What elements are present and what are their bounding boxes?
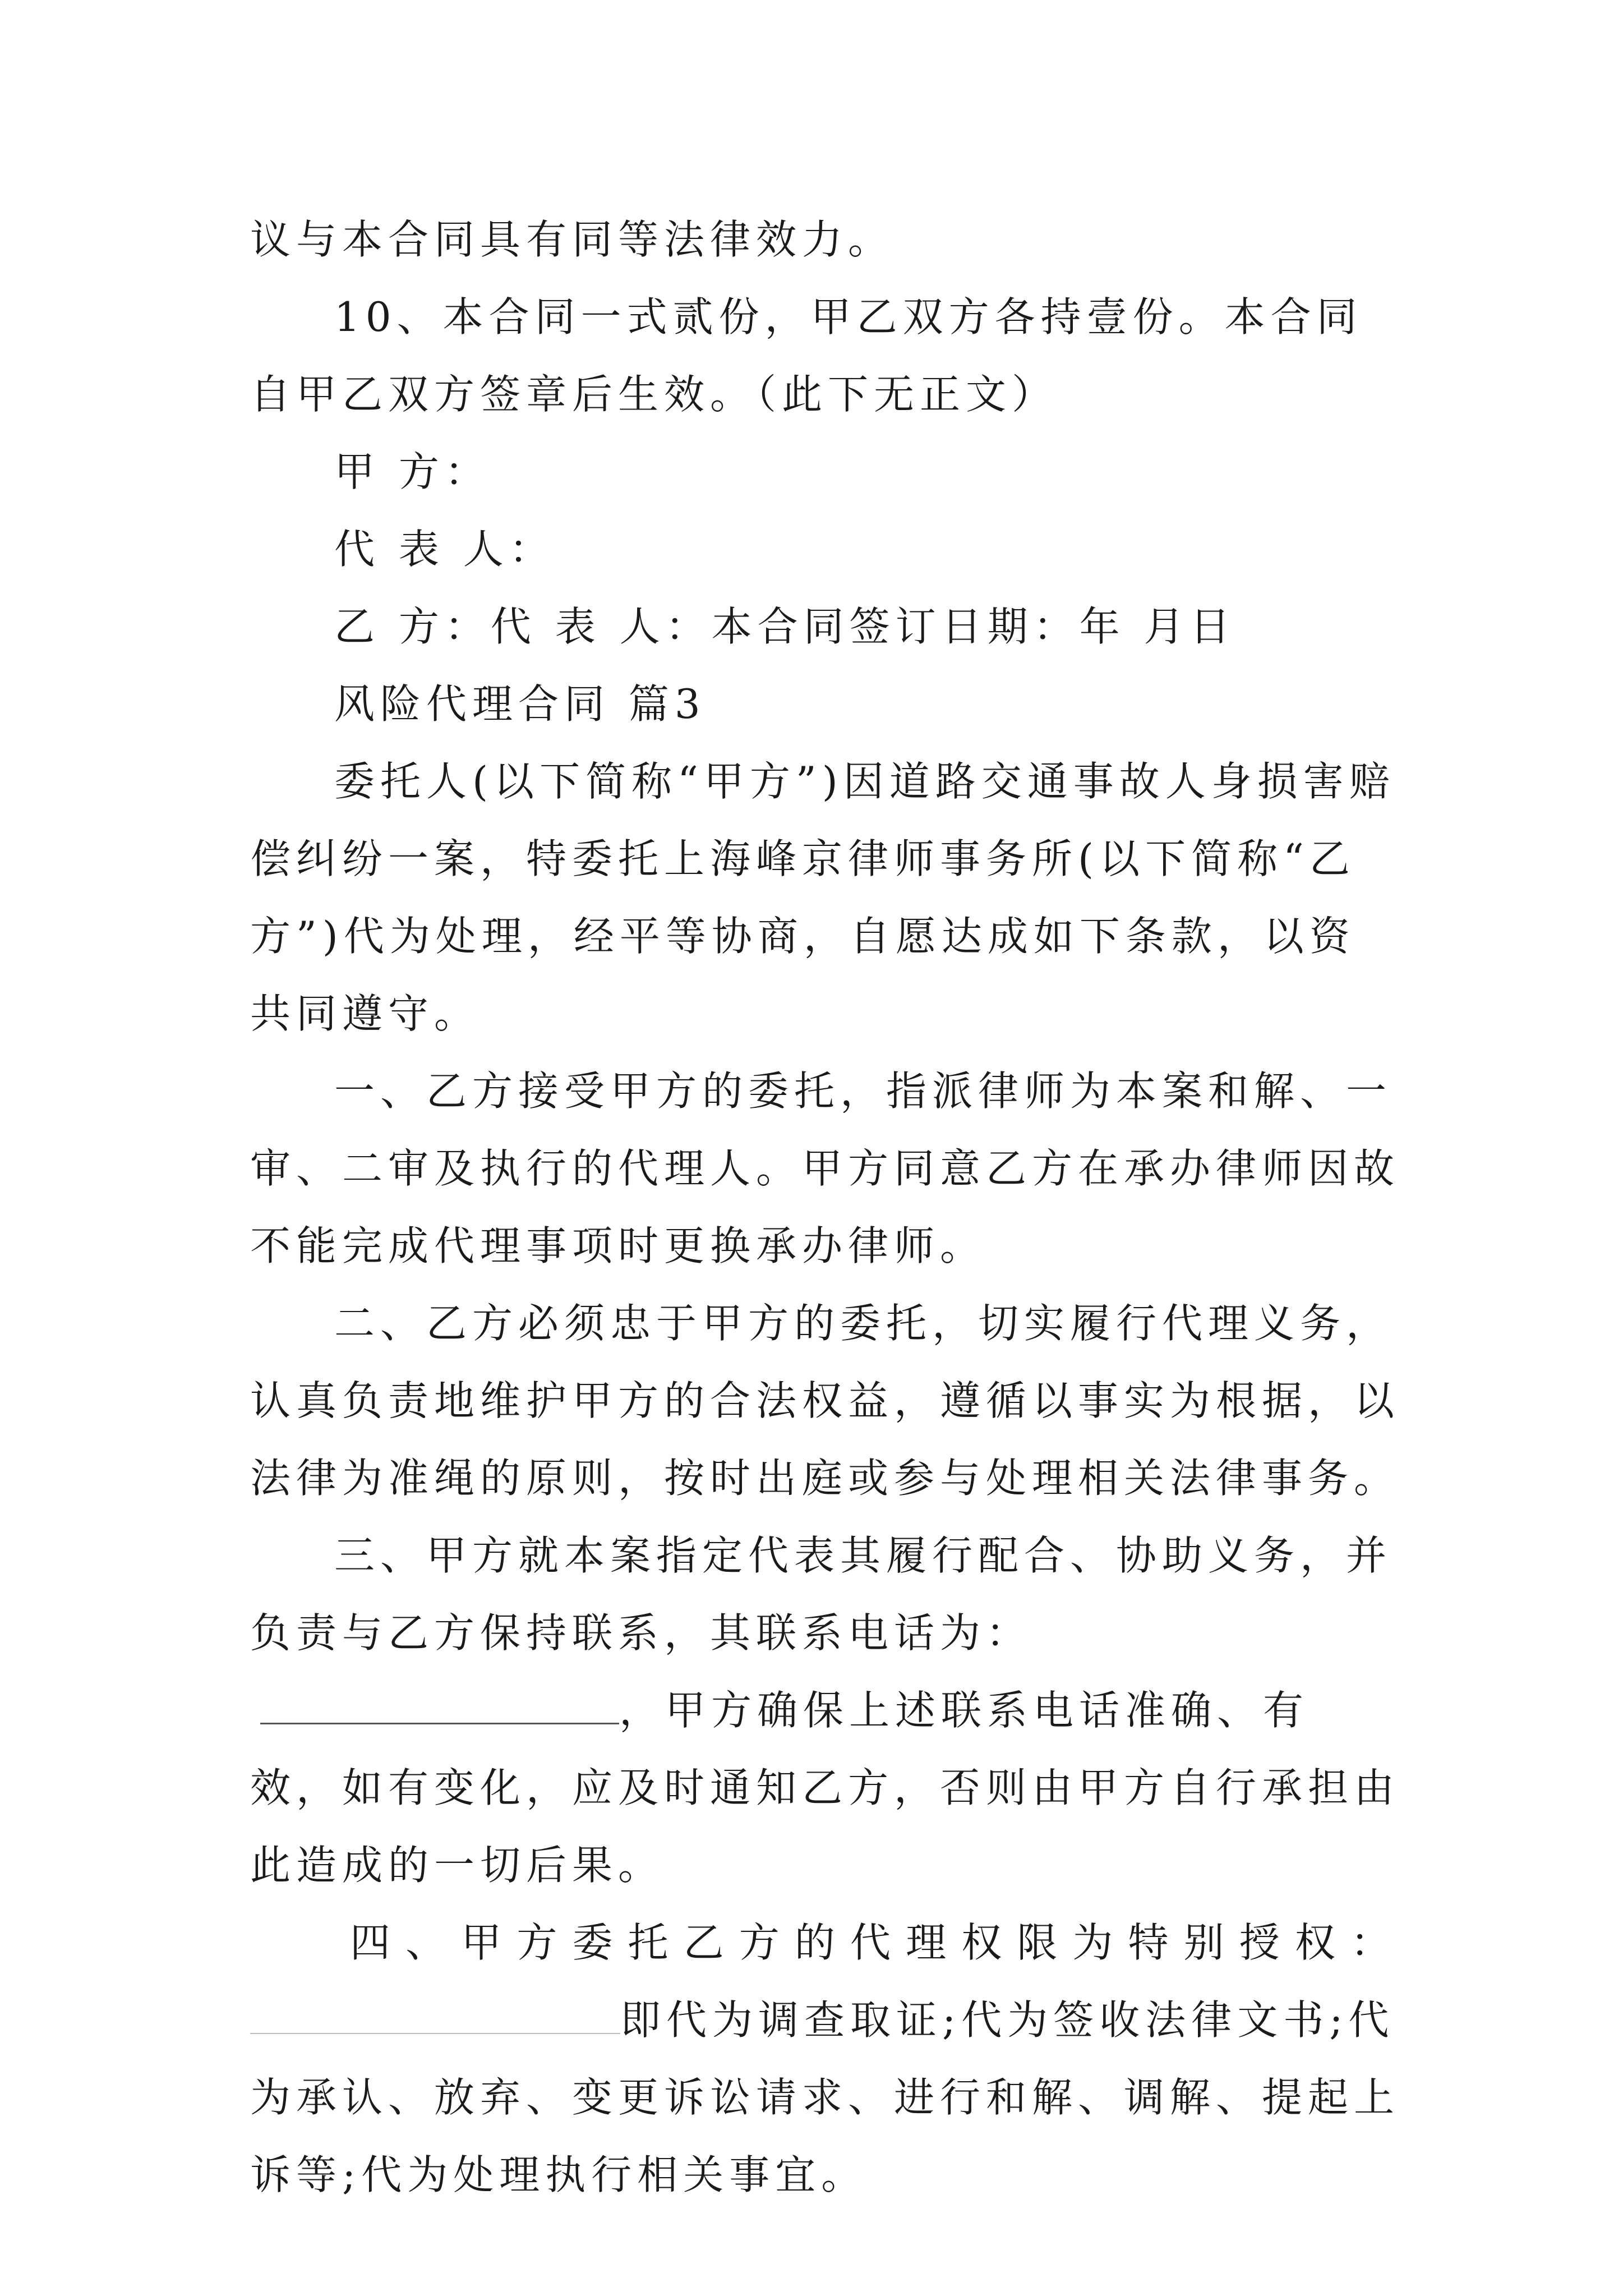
clause-3-text-before: 三、甲方就本案指定代表其履行配合、协助义务，并负责与乙方保持联系，其联系电话为：: [250, 1532, 1393, 1657]
paragraph-clause-4: [250, 1981, 1400, 2214]
clause-4-text: 即代为调查取证;代为签收法律文书;代为承认、放弃、变更诉讼请求、进行和解、调解、提起上诉等;代为处理执行相关事宜。: [250, 1996, 1400, 2198]
paragraph-intro: 委托人(以下简称“甲方”)因道路交通事故人身损害赔偿纠纷一案，特委托上海峰京律师事务所(以下简称“乙方”)代为处理，经平等协商，自愿达成如下条款，以资共同遵守。: [250, 758, 1395, 1037]
paragraph-clause-3: [250, 1517, 1400, 1904]
paragraph-clause-10: 10、本合同一式贰份，甲乙双方各持壹份。本合同自甲乙双方签章后生效。（此下无正文）: [250, 293, 1363, 418]
clause-3-text-after: ，甲方确保上述联系电话准确、有效，如有变化，应及时通知乙方，否则由甲方自行承担由此造成的一切后果。: [250, 1687, 1400, 1889]
paragraph-continuation: 议与本合同具有同等法律效力。: [250, 216, 895, 263]
paragraph-clause-1: 一、乙方接受甲方的委托，指派律师为本案和解、一审、二审及执行的代理人。甲方同意乙方在承办律师因故不能完成代理事项时更换承办律师。: [250, 1068, 1400, 1269]
section-heading: 风险代理合同 篇3: [334, 680, 706, 728]
authorization-blank-line: [250, 1988, 620, 2034]
clause-4-heading: 四、甲方委托乙方的代理权限为特别授权：: [350, 1919, 1400, 1966]
representative-line: 代 表 人：: [334, 526, 555, 573]
document-body: [250, 201, 1400, 2214]
paragraph-clause-2: 二、乙方必须忠于甲方的委托，切实履行代理义务，认真负责地维护甲方的合法权益，遵循以事实为根据，以法律为准绳的原则，按时出庭或参与处理相关法律事务。: [250, 1300, 1400, 1502]
party-a-line: 甲 方：: [334, 448, 491, 495]
phone-blank-line: [260, 1678, 619, 1724]
party-b-signing-line: 乙 方：代 表 人：本合同签订日期：年 月日: [334, 603, 1236, 650]
